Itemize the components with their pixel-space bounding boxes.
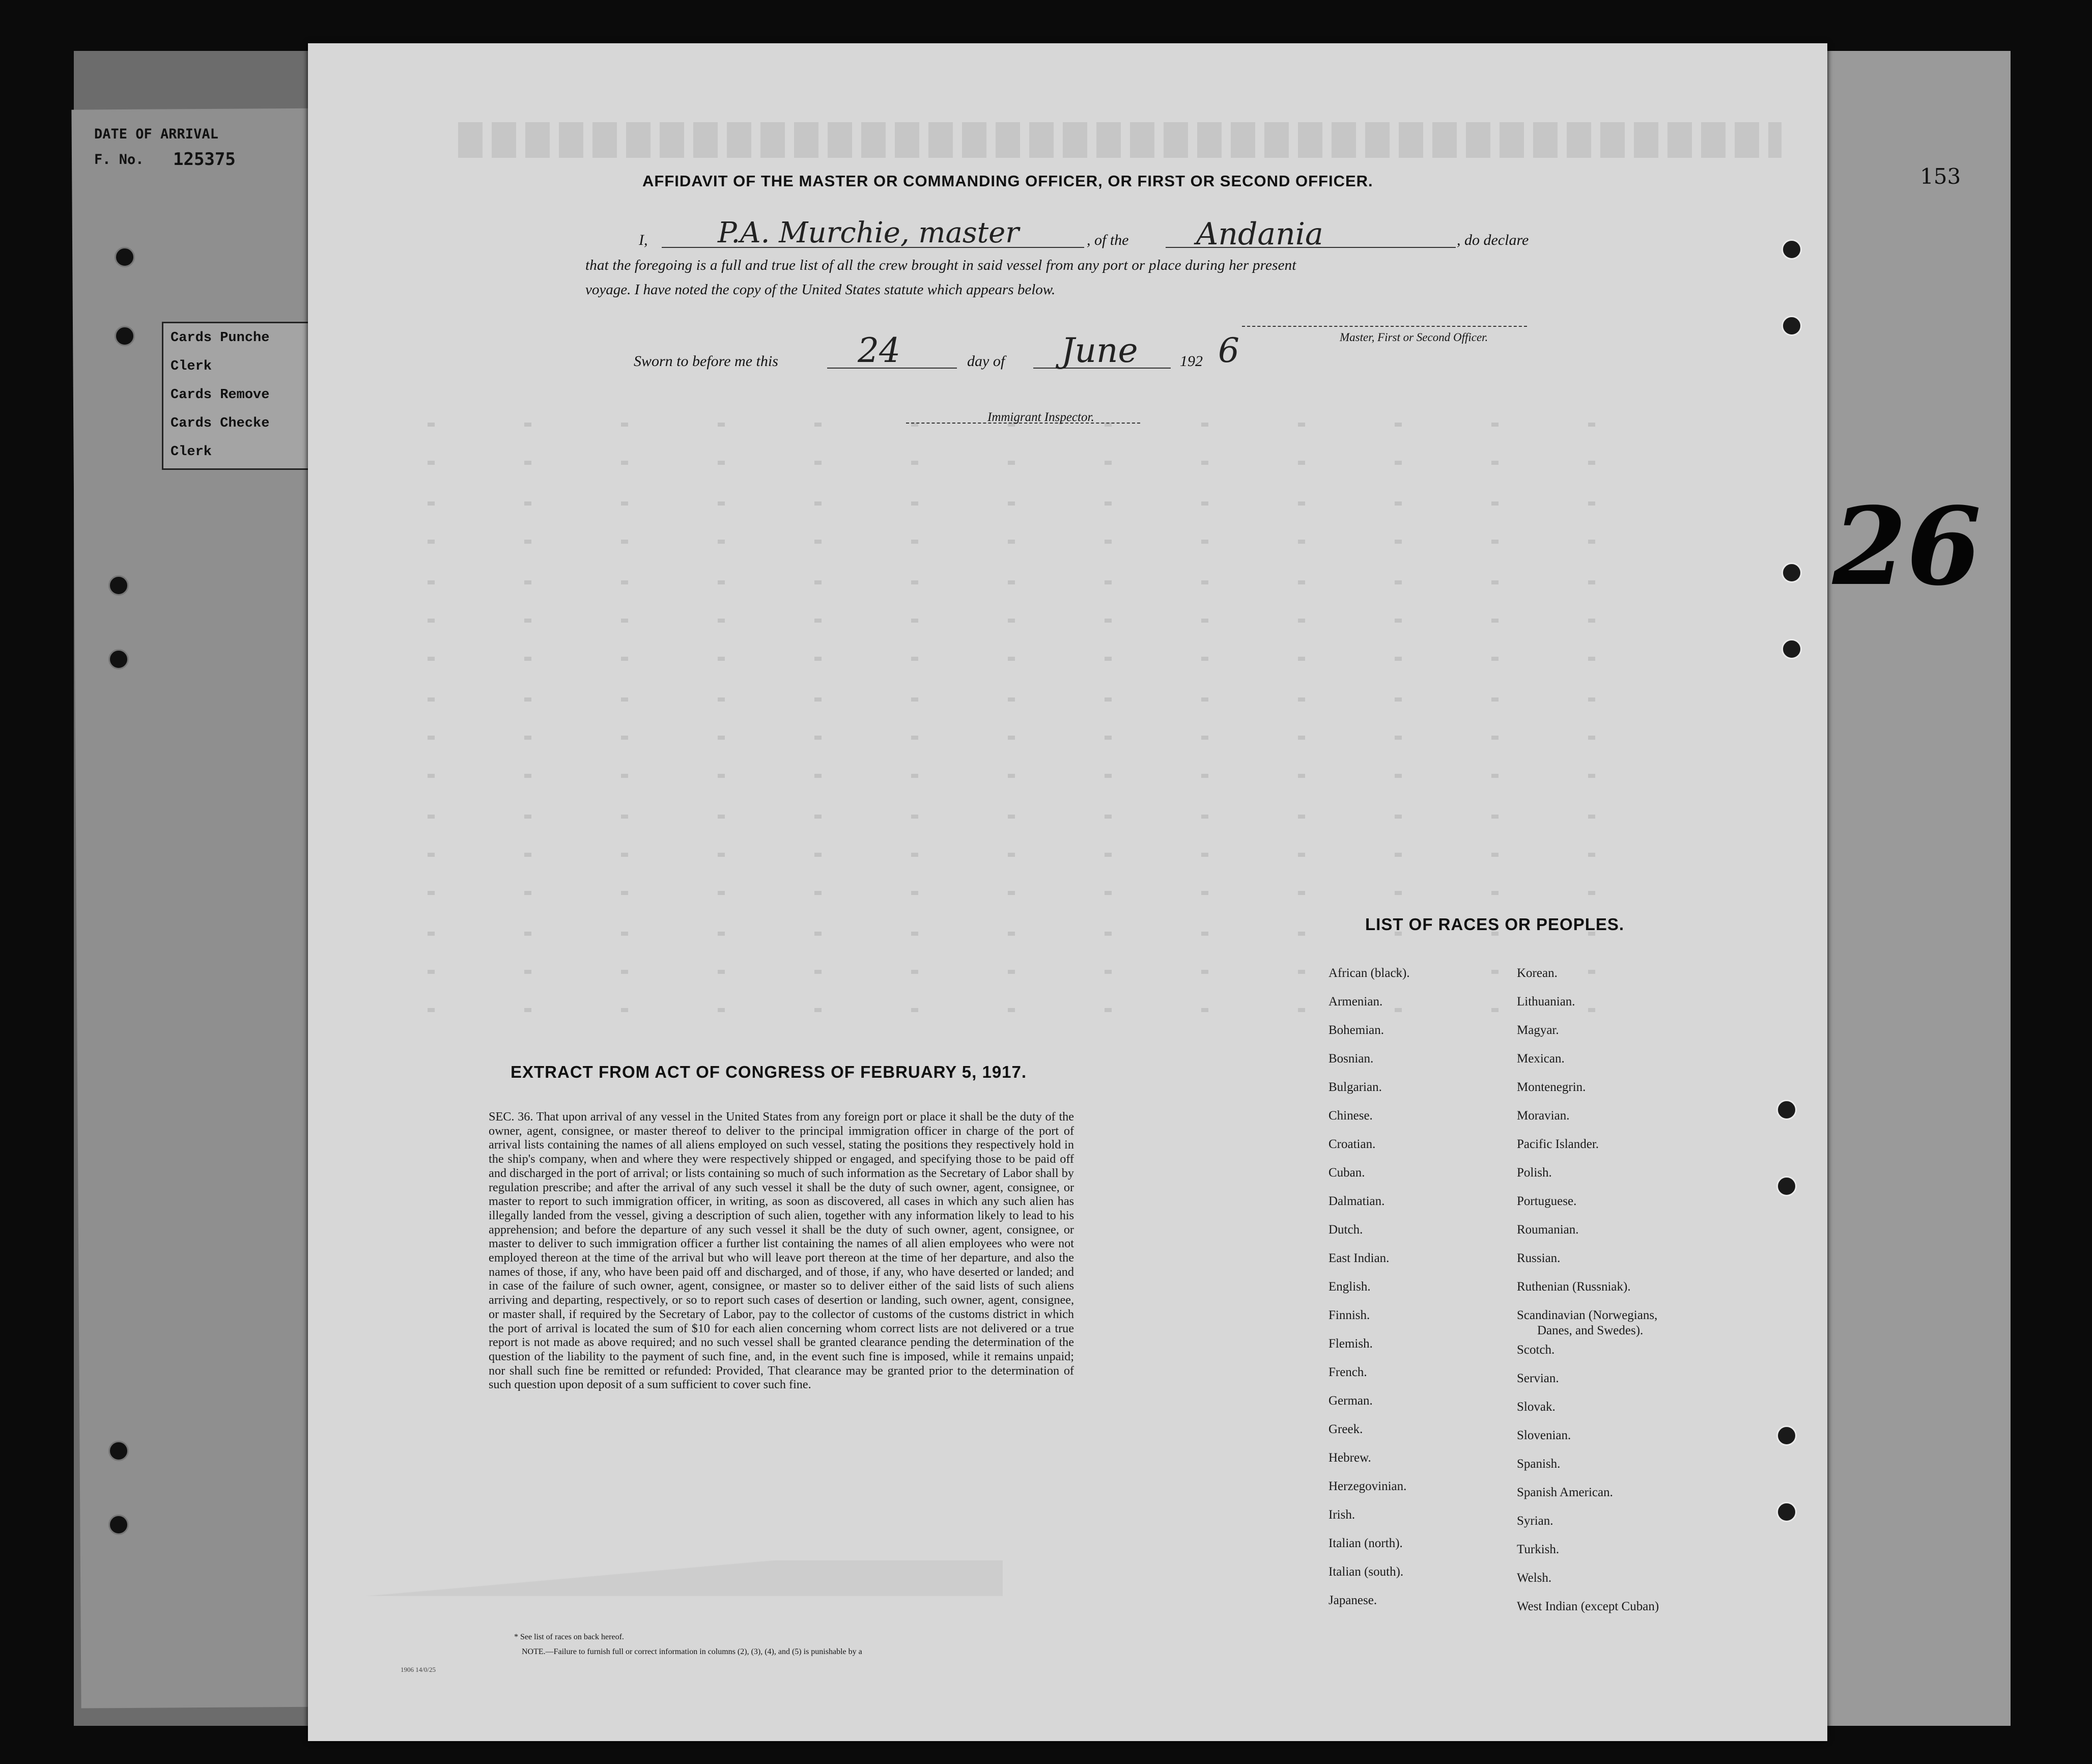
background-sheet-right bbox=[1812, 51, 2011, 1726]
binder-hole bbox=[1776, 1502, 1797, 1522]
extract-body: SEC. 36. That upon arrival of any vessel in the United States from any foreign port or place it shall be the duty of the owner, agent, consignee, or master thereof to deliver to the principal immigration officer in charge of the port of arrival lists containing the names of all aliens employed on such vessel, stating the positions they respectively hold in the ship's company, when and where they were respectively shipped or engaged, and specifying those to be paid off and discharged in the port of arrival; or lists containing so much of such information as the Secretary of Labor shall by regulation prescribe; and after the arrival of any such vessel it shall be the duty of such owner, agent, consignee, or master to report to such immigration officer, in writing, as soon as discovered, all cases in which any such alien has illegally landed from the vessel, giving a description of such alien, together with any information likely to lead to his apprehension; and before the departure of any such vessel it shall be the duty of such owner, agent, consignee, or master to deliver to such immigration officer a further list containing the names of all alien employees who were not employed thereon at the time of the arrival but who will leave port thereon at the time of her departure, and also the names of those, if any, who have been paid off and discharged, and of those, if any, who have deserted or landed; and in case of the failure of such owner, agent, consignee, or master so to deliver either of the said lists of such aliens arriving and departing, respectively, or so to report such cases of desertion or landing, such owner, agent, consignee, or master shall, if required by the Secretary of Labor, pay to the collector of customs of the customs district in which the port of arrival is located the sum of $10 for each alien concerning whom correct lists are not delivered or a true report is not made as above required; and no such vessel shall be granted clearance pending the determination of the question of the liability to the payment of such fine, and, in the event such fine is imposed, while it remains unpaid; nor shall such fine be remitted or refunded: Provided, That clearance may be granted prior to the determination of such question upon deposit of a sum sufficient to cover such fine. bbox=[489, 1110, 1074, 1392]
race-item: Welsh. bbox=[1517, 1571, 1552, 1585]
file-no-value: 125375 bbox=[173, 149, 236, 170]
cards-box-line: Cards Checke bbox=[171, 416, 270, 431]
race-item: Dalmatian. bbox=[1328, 1194, 1385, 1208]
binder-hole bbox=[1776, 1176, 1797, 1196]
margin-number: 26 bbox=[1832, 484, 1982, 609]
race-item: Spanish. bbox=[1517, 1457, 1561, 1471]
handwritten-day: 24 bbox=[858, 331, 900, 370]
cards-box-line: Cards Punche bbox=[171, 330, 270, 346]
day-of-label: day of bbox=[967, 353, 1005, 370]
affidavit-line-2: that the foregoing is a full and true list of all the crew brought in said vessel from any port or place during her present bbox=[585, 257, 1296, 273]
race-item: English. bbox=[1328, 1280, 1371, 1294]
date-of-arrival-label: DATE OF ARRIVAL bbox=[94, 126, 218, 142]
bleed-through-row bbox=[428, 697, 1649, 702]
bleed-through-row bbox=[428, 774, 1649, 778]
race-item: Roumanian. bbox=[1517, 1223, 1579, 1237]
race-item: Hebrew. bbox=[1328, 1451, 1371, 1465]
bleed-through-row bbox=[428, 619, 1649, 623]
race-item: Chinese. bbox=[1328, 1109, 1373, 1123]
race-item: French. bbox=[1328, 1365, 1367, 1379]
race-item: Russian. bbox=[1517, 1251, 1561, 1265]
binder-hole bbox=[1782, 316, 1802, 336]
race-item: Spanish American. bbox=[1517, 1486, 1613, 1499]
binder-hole bbox=[108, 1441, 129, 1461]
bleed-through-row bbox=[428, 461, 1649, 465]
affidavit-of-the: , of the bbox=[1087, 232, 1129, 248]
page-number: 153 bbox=[1920, 164, 1961, 189]
cards-box-line: Cards Remove bbox=[171, 387, 270, 403]
race-item: West Indian (except Cuban) bbox=[1517, 1600, 1659, 1613]
handwritten-month: June bbox=[1061, 331, 1138, 370]
race-item: German. bbox=[1328, 1394, 1373, 1408]
race-item: East Indian. bbox=[1328, 1251, 1390, 1265]
binder-hole bbox=[115, 326, 135, 346]
race-item: Moravian. bbox=[1517, 1109, 1570, 1123]
sworn-label: Sworn to before me this bbox=[634, 353, 778, 370]
binder-hole bbox=[108, 1515, 129, 1535]
torn-strip bbox=[341, 1560, 1003, 1596]
race-item: Polish. bbox=[1517, 1166, 1552, 1180]
binder-hole bbox=[108, 649, 129, 669]
race-item: Bosnian. bbox=[1328, 1052, 1374, 1066]
race-item: Italian (north). bbox=[1328, 1536, 1403, 1550]
cards-punch-box bbox=[162, 322, 318, 470]
extract-title: EXTRACT FROM ACT OF CONGRESS OF FEBRUARY 5, 1917. bbox=[511, 1062, 1027, 1081]
race-item: Pacific Islander. bbox=[1517, 1137, 1599, 1151]
cards-box-line: Clerk bbox=[171, 359, 212, 374]
bleed-through-row bbox=[428, 891, 1649, 895]
race-item: Herzegovinian. bbox=[1328, 1479, 1407, 1493]
race-item: Cuban. bbox=[1328, 1166, 1365, 1180]
affidavit-do-declare: , do declare bbox=[1457, 232, 1529, 248]
race-item: Italian (south). bbox=[1328, 1565, 1404, 1579]
race-item: Mexican. bbox=[1517, 1052, 1565, 1066]
binder-hole bbox=[1782, 639, 1802, 659]
file-no-label: F. No. bbox=[94, 152, 144, 167]
race-item: Slovak. bbox=[1517, 1400, 1556, 1414]
race-item: Scotch. bbox=[1517, 1343, 1555, 1357]
race-item: Slovenian. bbox=[1517, 1429, 1571, 1442]
binder-hole bbox=[1782, 239, 1802, 260]
race-item: Montenegrin. bbox=[1517, 1080, 1586, 1094]
race-item: Syrian. bbox=[1517, 1514, 1553, 1528]
race-item: Ruthenian (Russniak). bbox=[1517, 1280, 1631, 1294]
bleed-through-row bbox=[428, 853, 1649, 857]
form-code: 1906 14/0/25 bbox=[401, 1666, 436, 1673]
race-item: Bulgarian. bbox=[1328, 1080, 1382, 1094]
inspector-label: Immigrant Inspector. bbox=[987, 410, 1094, 424]
bleed-through-row bbox=[428, 736, 1649, 740]
binder-hole bbox=[108, 575, 129, 596]
binder-hole bbox=[1782, 563, 1802, 583]
race-item: Portuguese. bbox=[1517, 1194, 1577, 1208]
race-item: Magyar. bbox=[1517, 1023, 1559, 1037]
bleed-through-row bbox=[428, 580, 1649, 584]
bleed-through-row bbox=[428, 501, 1649, 506]
binder-hole bbox=[1776, 1425, 1797, 1446]
bleed-through-heading bbox=[458, 122, 1782, 158]
footer-note-races: * See list of races on back hereof. bbox=[514, 1633, 624, 1641]
race-item: Scandinavian (Norwegians, bbox=[1517, 1308, 1658, 1322]
handwritten-year-digit: 6 bbox=[1218, 331, 1239, 370]
race-item: Turkish. bbox=[1517, 1543, 1560, 1556]
races-right-column bbox=[1517, 966, 1731, 1623]
race-item: Croatian. bbox=[1328, 1137, 1376, 1151]
race-item: Finnish. bbox=[1328, 1308, 1370, 1322]
race-item: Dutch. bbox=[1328, 1223, 1363, 1237]
race-item: Flemish. bbox=[1328, 1337, 1373, 1351]
binder-hole bbox=[1776, 1100, 1797, 1120]
races-title: LIST OF RACES OR PEOPLES. bbox=[1365, 915, 1625, 934]
race-item: Greek. bbox=[1328, 1422, 1363, 1436]
race-item: Servian. bbox=[1517, 1371, 1559, 1385]
affidavit-i: I, bbox=[639, 232, 648, 248]
bleed-through-row bbox=[428, 657, 1649, 661]
race-item: Irish. bbox=[1328, 1508, 1355, 1522]
race-item: African (black). bbox=[1328, 966, 1410, 980]
race-item: Armenian. bbox=[1328, 995, 1383, 1009]
affidavit-title: AFFIDAVIT OF THE MASTER OR COMMANDING OFFICER, OR FIRST OR SECOND OFFICER. bbox=[642, 172, 1373, 190]
race-item: Korean. bbox=[1517, 966, 1558, 980]
race-item: Bohemian. bbox=[1328, 1023, 1384, 1037]
cards-box-line: Clerk bbox=[171, 444, 212, 460]
officer-signature-line bbox=[1242, 326, 1527, 327]
affidavit-line-3: voyage. I have noted the copy of the United States statute which appears below. bbox=[585, 282, 1056, 298]
race-item: Lithuanian. bbox=[1517, 995, 1575, 1009]
race-item: Japanese. bbox=[1328, 1593, 1377, 1607]
handwritten-vessel-name: Andania bbox=[1196, 216, 1323, 252]
binder-hole bbox=[115, 247, 135, 267]
bleed-through-row bbox=[428, 540, 1649, 544]
race-item: Danes, and Swedes). bbox=[1537, 1324, 1644, 1337]
handwritten-master-name: P.A. Murchie, master bbox=[718, 216, 1020, 249]
races-left-column bbox=[1328, 966, 1522, 1623]
officer-label: Master, First or Second Officer. bbox=[1340, 331, 1488, 344]
footer-note-penalty: NOTE.—Failure to furnish full or correct information in columns (2), (3), (4), and (5) is punishable by a bbox=[522, 1647, 862, 1656]
year-prefix: 192 bbox=[1180, 353, 1203, 370]
bleed-through-row bbox=[428, 815, 1649, 819]
